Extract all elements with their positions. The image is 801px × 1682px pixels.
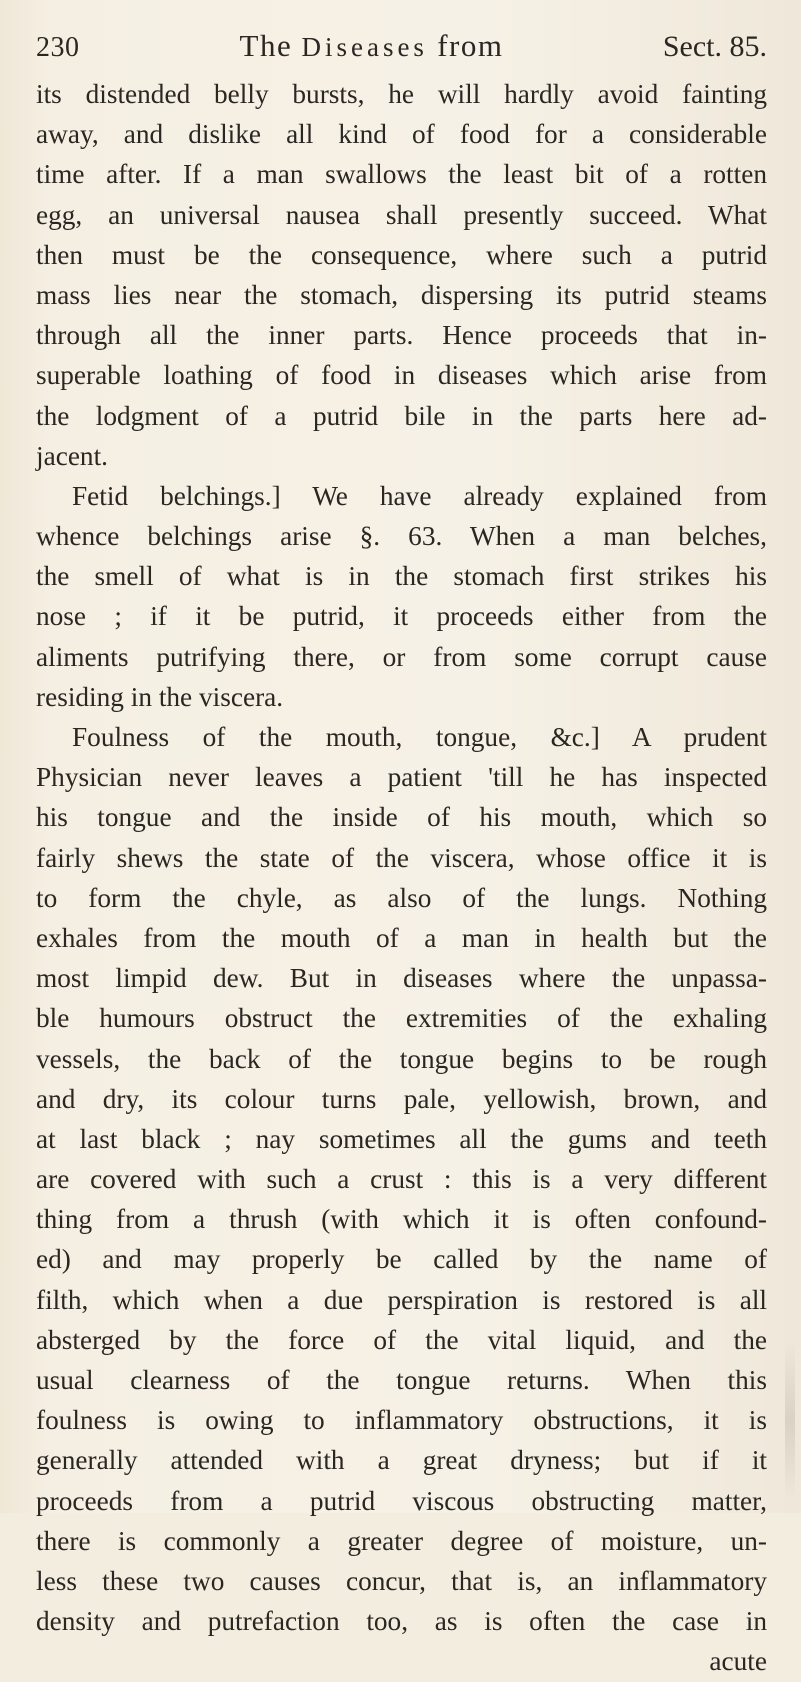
running-title-post: from [427,28,504,63]
text-line: Physician never leaves a patient 'till he has inspected [36,762,767,793]
text-line: foulness is owing to inflammatory obstructions, it is [36,1405,767,1436]
text-line: most limpid dew. But in diseases where the unpassa- [36,963,767,994]
text-line: away, and dislike all kind of food for a considerable [36,119,767,150]
running-head [36,28,767,70]
text-line: thing from a thrush (with which it is often confound- [36,1204,767,1235]
text-line: at last black ; nay sometimes all the gums and teeth [36,1123,767,1154]
text-line: and dry, its colour turns pale, yellowish, brown, and [36,1083,767,1114]
text-line: the lodgment of a putrid bile in the parts here ad- [36,400,767,431]
catchword: acute [709,1646,767,1677]
text-line: absterged by the force of the vital liquid, and the [36,1324,767,1355]
running-title-smallcaps: Diseases [301,32,428,62]
text-line: vessels, the back of the tongue begins to be rough [36,1043,767,1074]
page-number: 230 [36,32,80,63]
text-line: fairly shews the state of the viscera, whose office it is [36,842,767,873]
text-line: time after. If a man swallows the least bit of a rotten [36,159,767,190]
text-line: generally attended with a great dryness; but if it [36,1445,767,1476]
text-line: less these two causes concur, that is, an inflammatory [36,1565,767,1596]
text-line-paragraph-start: Fetid belchings.] We have already explained from [72,480,767,511]
text-line: whence belchings arise §. 63. When a man belches, [36,521,767,552]
text-line: ble humours obstruct the extremities of the exhaling [36,1003,767,1034]
text-line: aliments putrifying there, or from some corrupt cause [36,641,767,672]
text-line: then must be the consequence, where such a putrid [36,239,767,270]
text-line: nose ; if it be putrid, it proceeds either from the [36,601,767,632]
text-line: exhales from the mouth of a man in health but the [36,922,767,953]
text-line-paragraph-start: Foulness of the mouth, tongue, &c.] A prudent [72,722,767,752]
text-line: its distended belly bursts, he will hardly avoid fainting [36,79,767,109]
text-line: egg, an universal nausea shall presently succeed. What [36,199,767,230]
text-line: through all the inner parts. Hence proceeds that in- [36,320,767,351]
text-line: residing in the viscera. [36,681,284,712]
text-line: mass lies near the stomach, dispersing its putrid steams [36,279,767,310]
section-marker: Sect. 85. [662,30,767,63]
text-line: filth, which when a due perspiration is restored is all [36,1284,767,1315]
text-line: his tongue and the inside of his mouth, which so [36,802,767,833]
text-line: to form the chyle, as also of the lungs. Nothing [36,882,767,913]
text-line: superable loathing of food in diseases which arise from [36,360,767,391]
text-line: density and putrefaction too, as is often the case in [36,1606,767,1637]
text-line: ed) and may properly be called by the name of [36,1244,767,1275]
page-edge-stain [785,1340,795,1500]
text-line: jacent. [36,440,108,471]
text-line: proceeds from a putrid viscous obstructing matter, [36,1485,767,1516]
running-title-pre: The [239,28,302,63]
body-text [36,74,767,1682]
text-line: there is commonly a greater degree of moisture, un- [36,1525,767,1556]
running-title [116,28,627,64]
text-line: usual clearness of the tongue returns. When this [36,1365,767,1395]
text-line: the smell of what is in the stomach first strikes his [36,561,767,592]
text-line: are covered with such a crust : this is a very different [36,1164,767,1195]
